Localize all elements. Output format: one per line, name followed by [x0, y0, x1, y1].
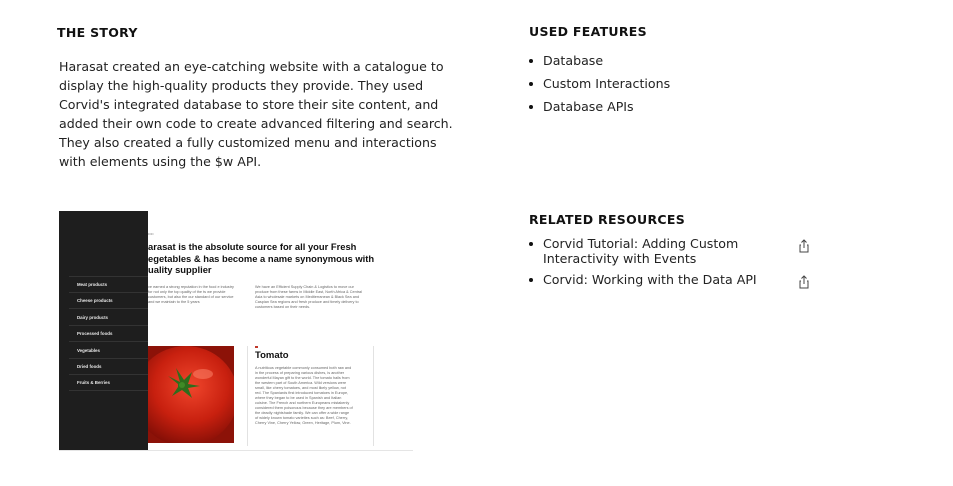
- preview-headline: [148, 241, 378, 276]
- feature-item: Custom Interactions: [529, 75, 670, 98]
- preview-divider: [247, 346, 248, 446]
- tomato-photo: [148, 346, 234, 443]
- features-list: [529, 52, 670, 121]
- menu-divider: [69, 374, 148, 375]
- menu-item: Cheese products: [77, 298, 113, 303]
- story-heading: THE STORY: [57, 25, 138, 40]
- menu-item: Fruits & Berries: [77, 380, 110, 385]
- feature-item: Database APIs: [529, 98, 670, 121]
- preview-headline-line: arasat is the absolute source for all your Fresh: [148, 241, 357, 252]
- feature-item: Database: [529, 52, 670, 75]
- menu-item: Processed foods: [77, 331, 113, 336]
- preview-sidebar-menu: [59, 211, 148, 451]
- resource-link-events-tutorial[interactable]: Corvid Tutorial: Adding Custom Interactivity with Events: [529, 236, 789, 266]
- menu-item: Dried foods: [77, 364, 102, 369]
- menu-item: Dairy products: [77, 315, 108, 320]
- preview-product-text: A nutritious vegetable commonly consumed both raw and in the process of preparing various dishes, is another wonderful Mayan gift to the world. The tomato hails from the western part of South America. Wild versions were small, like cherry tomatoes, and most likely yellow, not red. The Spaniards first introduced tomatoes in Europe, where they began to be used in Spanish and Italian cuisine. The French and northern Europeans mistakenly considered them poisonous because they are members of the deadly nightshade family. We can offer a wide range of widely known tomato varieties such as: Beef, Cherry, Cherry Vine, Cherry Yellow, Green, Heritage, Plum, Vine.: [255, 366, 353, 425]
- preview-product-title: Tomato: [255, 350, 289, 361]
- menu-divider: [69, 276, 148, 277]
- share-icon[interactable]: [798, 239, 810, 253]
- preview-right-paragraph: We have an Efficient Supply Chain & Logistics to move our produce from these farms in Middle East, North Africa & Central Asia to wholesale markets on Mediterranean & Black Sea and Caspian Sea regions and fresh produce and timely delivery to customers based on their needs.: [255, 285, 362, 309]
- preview-headline-line: egetables & has become a name synonymous with: [148, 252, 375, 264]
- menu-divider: [69, 308, 148, 309]
- preview-headline-line: uality supplier: [148, 264, 212, 275]
- share-icon[interactable]: [798, 275, 810, 289]
- preview-dots: ••••: [148, 231, 154, 236]
- preview-left-paragraph: ve earned a strong reputation in the food e industry for not only the top quality of the ts we provide customers, but also the our standard of our service and we maintain to the 5 years: [148, 285, 234, 304]
- story-text: Harasat created an eye-catching website with a catalogue to display the high-quality products they provide. They used Corvid's integrated database to store their site content, and added their own code to create advanced filtering and search. They also created a fully customized menu and interactions with elements using the $w API.: [59, 59, 453, 169]
- preview-divider: [373, 346, 374, 446]
- menu-divider: [69, 325, 148, 326]
- resources-heading: RELATED RESOURCES: [529, 212, 686, 227]
- menu-divider: [69, 341, 148, 342]
- site-preview-image: [59, 211, 413, 451]
- menu-divider: [69, 390, 148, 391]
- menu-divider: [69, 292, 148, 293]
- menu-item: Meat products: [77, 282, 108, 287]
- preview-tag: [255, 346, 258, 348]
- menu-item: Vegetables: [77, 348, 100, 353]
- features-heading: USED FEATURES: [529, 24, 647, 39]
- resource-link-data-api[interactable]: Corvid: Working with the Data API: [529, 272, 789, 287]
- menu-divider: [69, 358, 148, 359]
